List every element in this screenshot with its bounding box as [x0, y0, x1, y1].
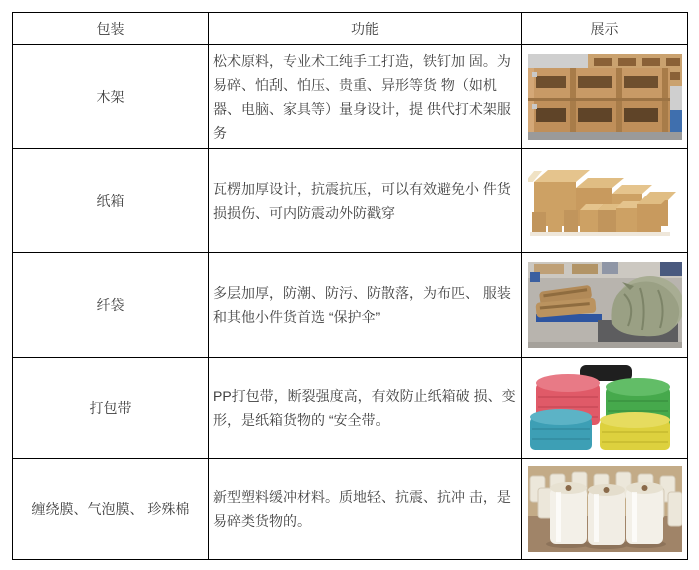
table-row-wooden-frame — [13, 45, 688, 149]
header-packaging: 包装 — [13, 13, 209, 45]
function-text-wooden-frame: 松术原料，专业术工纯手工打造，铁钉加 固。为易碎、怕刮、怕压、贵重、异形等货 物（如机器、电脑、家具等）量身设计，提 供代打术架服务 — [209, 45, 522, 149]
function-text-fiber-bag: 多层加厚，防潮、防污、防散落，为布匹、 服装和其他小件货首选 “保护伞” — [209, 253, 522, 358]
header-display: 展示 — [522, 13, 688, 45]
photo-wooden-crates — [528, 54, 682, 140]
packaging-table — [12, 12, 688, 560]
function-text-strap: PP打包带，断裂强度高，有效防止纸箱破 损、变形，是纸箱货物的 “安全带。 — [209, 358, 522, 459]
packaging-name-film: 缠绕膜、气泡膜、 珍殊棉 — [13, 459, 209, 560]
packaging-name-fiber-bag: 纤袋 — [13, 253, 209, 358]
photo-stretch-film-rolls — [528, 466, 682, 552]
function-text-carton: 瓦楞加厚设计，抗震抗压，可以有效避免小 件货损损伤、可内防震动外防戳穿 — [209, 149, 522, 253]
table-row-carton — [13, 149, 688, 253]
table-row-strap — [13, 358, 688, 459]
function-text-film: 新型塑料缓冲材料。质地轻、抗震、抗冲 击，是易碎类货物的。 — [209, 459, 522, 560]
table-row-film — [13, 459, 688, 560]
photo-cardboard-boxes — [528, 158, 682, 244]
packaging-name-strap: 打包带 — [13, 358, 209, 459]
header-function: 功能 — [209, 13, 522, 45]
table-header-row — [13, 13, 688, 45]
packaging-name-wooden-frame: 木架 — [13, 45, 209, 149]
photo-strap-rolls — [528, 365, 682, 451]
photo-green-woven-bags — [528, 262, 682, 348]
packaging-name-carton: 纸箱 — [13, 149, 209, 253]
table-row-fiber-bag — [13, 253, 688, 358]
